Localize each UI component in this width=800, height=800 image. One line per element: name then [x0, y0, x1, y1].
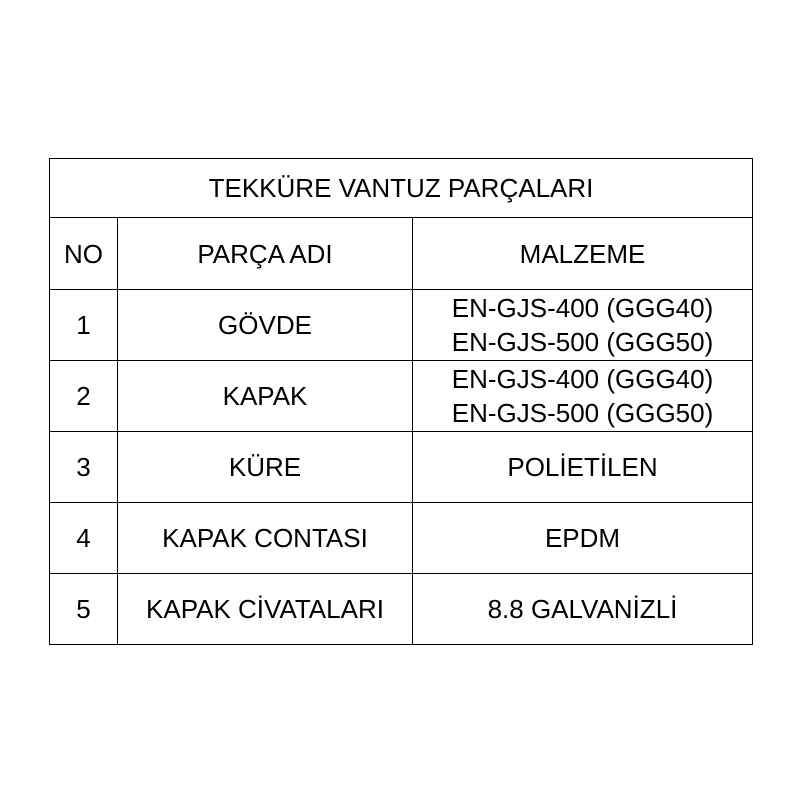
row-no: 5	[50, 574, 118, 645]
material-line: EN-GJS-400 (GGG40)	[451, 364, 714, 394]
parts-table	[49, 158, 753, 645]
material-line: EN-GJS-500 (GGG50)	[451, 327, 714, 357]
material-line: EN-GJS-500 (GGG50)	[451, 398, 714, 428]
material-line: EN-GJS-400 (GGG40)	[451, 293, 714, 323]
table-header-row	[50, 218, 753, 290]
table-title-row	[50, 159, 753, 218]
row-material	[413, 361, 753, 432]
table-row	[50, 361, 753, 432]
row-part-name: KAPAK CİVATALARI	[118, 574, 413, 645]
row-part-name: KÜRE	[118, 432, 413, 503]
table-row	[50, 432, 753, 503]
header-part-name: PARÇA ADI	[118, 218, 413, 290]
table-row	[50, 503, 753, 574]
row-no: 3	[50, 432, 118, 503]
header-material: MALZEME	[413, 218, 753, 290]
row-no: 2	[50, 361, 118, 432]
row-no: 1	[50, 290, 118, 361]
row-material	[413, 290, 753, 361]
row-part-name: GÖVDE	[118, 290, 413, 361]
table-row	[50, 574, 753, 645]
row-part-name: KAPAK CONTASI	[118, 503, 413, 574]
row-no: 4	[50, 503, 118, 574]
table-row	[50, 290, 753, 361]
row-part-name: KAPAK	[118, 361, 413, 432]
row-material: 8.8 GALVANİZLİ	[413, 574, 753, 645]
table-title: TEKKÜRE VANTUZ PARÇALARI	[50, 159, 753, 218]
row-material: EPDM	[413, 503, 753, 574]
header-no: NO	[50, 218, 118, 290]
row-material: POLİETİLEN	[413, 432, 753, 503]
